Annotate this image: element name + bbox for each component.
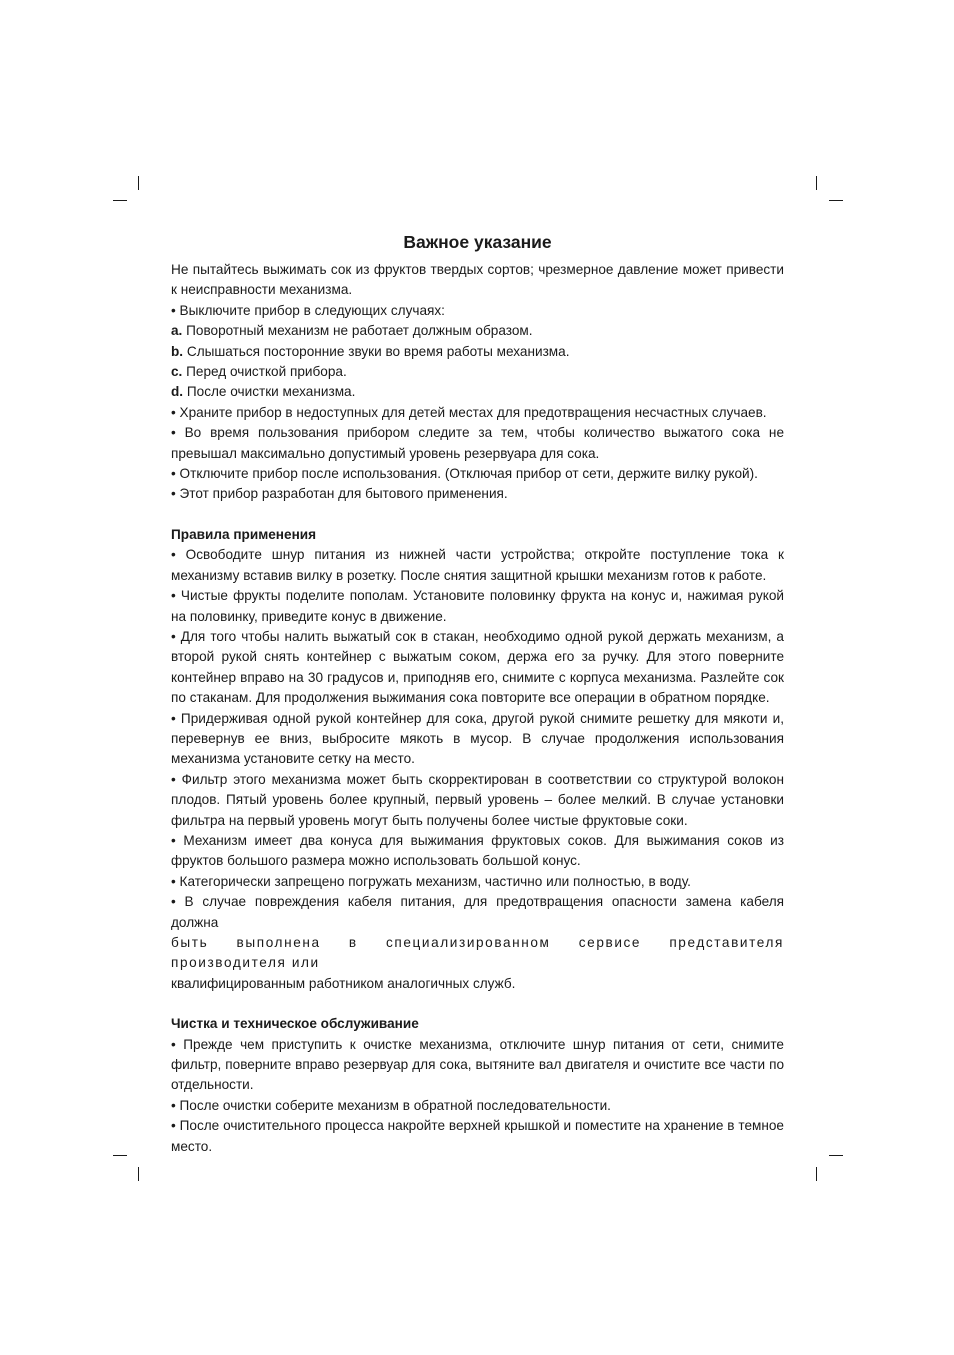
bullet-item: • Чистые фрукты поделите пополам. Установите половинку фрукта на конус и, нажимая рукой на половинку, приведите конус в движение. [171, 588, 784, 624]
crop-mark-top-left-horizontal [113, 200, 127, 201]
crop-mark-top-left-vertical [138, 176, 139, 190]
case-letter: b. [171, 343, 184, 359]
crop-mark-top-right-vertical [816, 176, 817, 190]
section-title-usage: Правила применения [171, 526, 317, 542]
bullet-item: • Прежде чем приступить к очистке механизма, отключите шнур питания от сети, снимите фильтр, поверните вправо резервуар для сока, вытяните вал двигателя и очистите все части по отдельности. [171, 1036, 784, 1093]
switch-off-lead: • Выключите прибор в следующих случаях: [171, 302, 445, 318]
case-letter: d. [171, 384, 184, 400]
intro-paragraph: Не пытайтесь выжимать сок из фруктов твердых сортов; чрезмерное давление может привести к неисправности механизма. [171, 262, 784, 298]
bullet-item: • Для того чтобы налить выжатый сок в стакан, необходимо одной рукой держать механизм, а второй рукой снять контейнер с выжатым соком, держа его за ручку. Для этого поверните контейнер вправо на 30 градусов и, приподняв его, снимите с корпуса механизма. Разлейте сок по стаканам. Для продолжения выжимания сока повторите все операции в обратном порядке. [171, 628, 784, 706]
crop-mark-bottom-right-vertical [816, 1167, 817, 1181]
bullet-item: • После очистительного процесса накройте верхней крышкой и поместите на хранение в темное место. [171, 1118, 784, 1154]
case-item [171, 321, 784, 341]
page-title: Важное указание [403, 232, 552, 252]
case-item [171, 342, 784, 362]
bullet-item: • Придерживая одной рукой контейнер для сока, другой рукой снимите решетку для мякоти и, перевернув ее вниз, выбросите мякоть в мусор. В случае продолжения использования механизма установите сетку на место. [171, 710, 784, 767]
crop-mark-bottom-left-horizontal [113, 1155, 127, 1156]
bullet-line: квалифицированным работником аналогичных служб. [171, 975, 516, 991]
case-text: Перед очисткой прибора. [186, 364, 347, 380]
bullet-item: • Фильтр этого механизма может быть скорректирован в соответствии со структурой волокон плодов. Пятый уровень более крупный, первый уровень – более мелкий. В случае установки фильтра на первый уровень могут быть получены более чистые фруктовые соки. [171, 771, 784, 828]
bullet-line: быть выполнена в специализированном сервисе представителя производителя или [171, 935, 784, 971]
bullet-line: • В случае повреждения кабеля питания, для предотвращения опасности замена кабеля должна [171, 894, 784, 930]
case-letter: a. [171, 323, 183, 339]
case-text: После очистки механизма. [186, 384, 356, 400]
crop-mark-bottom-left-vertical [138, 1167, 139, 1181]
bullet-item-cable [171, 892, 784, 994]
bullet-item: • Категорически запрещено погружать механизм, частично или полностью, в воду. [171, 873, 691, 889]
crop-mark-top-right-horizontal [829, 200, 843, 201]
bullet-item: • Механизм имеет два конуса для выжимания фруктовых соков. Для выжимания соков из фруктов большого размера можно использовать большой конус. [171, 832, 784, 869]
case-letter: c. [171, 364, 183, 380]
bullet-item: • Храните прибор в недоступных для детей местах для предотвращения несчастных случаев. [171, 404, 767, 420]
bullet-item: • Отключите прибор после использования. (Отключая прибор от сети, держите вилку рукой). [171, 466, 758, 482]
bullet-item: • Этот прибор разработан для бытового применения. [171, 486, 508, 502]
section-title-cleaning: Чистка и техническое обслуживание [171, 1016, 419, 1032]
bullet-item: • Освободите шнур питания из нижней части устройства; откройте поступление тока к механизму вставив вилку в розетку. После снятия защитной крышки механизм готов к работе. [171, 547, 784, 583]
case-item [171, 382, 784, 402]
document-body [171, 230, 784, 1157]
case-item [171, 362, 784, 382]
case-text: Поворотный механизм не работает должным образом. [186, 323, 533, 339]
case-text: Слышаться посторонние звуки во время работы механизма. [186, 343, 570, 359]
crop-mark-bottom-right-horizontal [829, 1155, 843, 1156]
bullet-item: • Во время пользования прибором следите за тем, чтобы количество выжатого сока не превышал максимально допустимый уровень резервуара для сока. [171, 425, 784, 461]
bullet-item: • После очистки соберите механизм в обратной последовательности. [171, 1097, 611, 1113]
